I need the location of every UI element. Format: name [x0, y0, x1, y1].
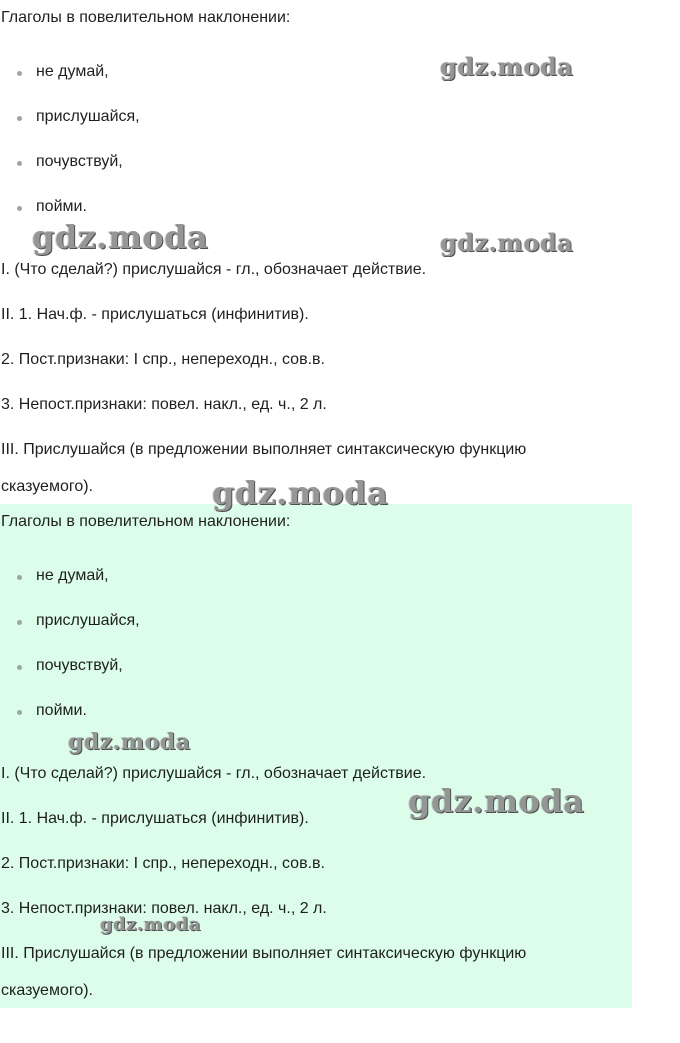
bullet-icon: [17, 71, 22, 76]
list-item: не думай,: [36, 63, 109, 80]
analysis-line: II. 1. Нач.ф. - прислушаться (инфинитив).: [1, 810, 309, 827]
analysis-line: сказуемого).: [1, 478, 93, 495]
analysis-line: 3. Непост.признаки: повел. накл., ед. ч., 2 л.: [1, 396, 327, 413]
list-item: почувствуй,: [36, 657, 123, 674]
analysis-line: III. Прислушайся (в предложении выполняет синтаксическую функцию: [1, 441, 527, 458]
watermark-logo: gdz.moda: [32, 218, 209, 256]
answer-block-2: [0, 504, 632, 1008]
analysis-line: 2. Пост.признаки: I спр., непереходн., сов.в.: [1, 855, 325, 872]
bullet-icon: [17, 710, 22, 715]
list-item: пойми.: [36, 702, 87, 719]
list-item: не думай,: [36, 567, 109, 584]
watermark-logo: gdz.moda: [440, 52, 574, 81]
analysis-line: II. 1. Нач.ф. - прислушаться (инфинитив).: [1, 306, 309, 323]
analysis-line: 2. Пост.признаки: I спр., непереходн., сов.в.: [1, 351, 325, 368]
watermark-logo: gdz.moda: [100, 914, 201, 935]
bullet-icon: [17, 665, 22, 670]
list-item: почувствуй,: [36, 153, 123, 170]
analysis-line: I. (Что сделай?) прислушайся - гл., обозначает действие.: [1, 261, 427, 278]
analysis-line: сказуемого).: [1, 982, 93, 999]
list-item: прислушайся,: [36, 108, 140, 125]
bullet-icon: [17, 116, 22, 121]
block-heading: Глаголы в повелительном наклонении:: [1, 9, 291, 26]
list-item: прислушайся,: [36, 612, 140, 629]
bullet-icon: [17, 206, 22, 211]
analysis-line: 3. Непост.признаки: повел. накл., ед. ч., 2 л.: [1, 900, 327, 917]
bullet-icon: [17, 575, 22, 580]
bullet-icon: [17, 161, 22, 166]
watermark-logo: gdz.moda: [408, 782, 585, 820]
analysis-line: III. Прислушайся (в предложении выполняет синтаксическую функцию: [1, 945, 527, 962]
list-item: пойми.: [36, 198, 87, 215]
watermark-logo: gdz.moda: [440, 228, 574, 257]
watermark-logo: gdz.moda: [212, 474, 389, 512]
block-heading: Глаголы в повелительном наклонении:: [1, 513, 291, 530]
bullet-icon: [17, 620, 22, 625]
watermark-logo: gdz.moda: [68, 729, 191, 755]
analysis-line: I. (Что сделай?) прислушайся - гл., обозначает действие.: [1, 765, 427, 782]
